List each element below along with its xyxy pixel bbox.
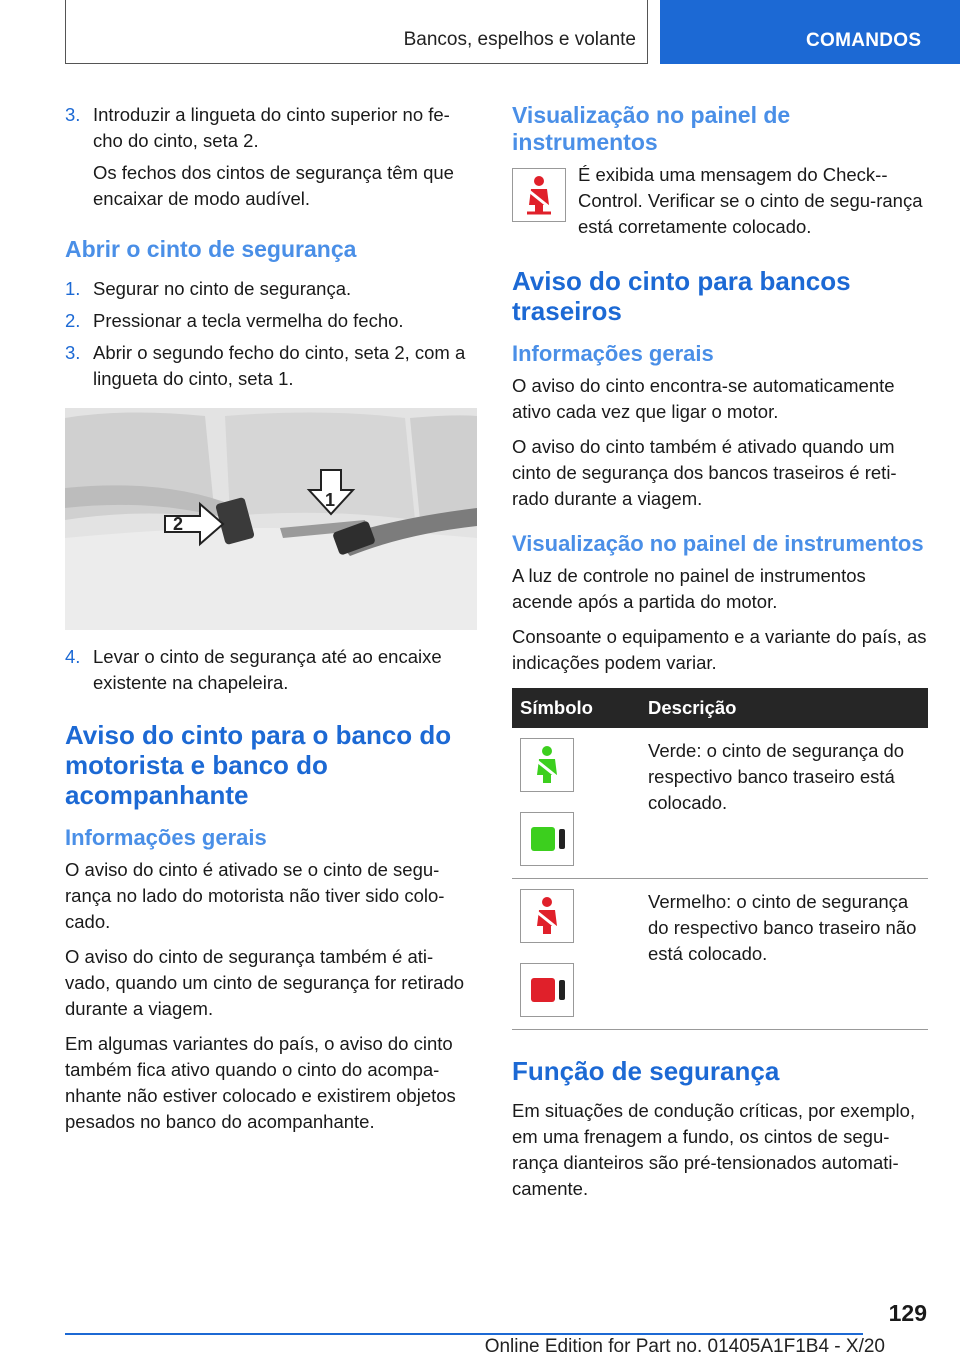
- display-heading: Visualização no painel de instrumentos: [512, 102, 791, 155]
- rear-warning-heading: Aviso do cinto para bancos traseiros: [512, 266, 851, 326]
- buckle-note: Os fechos dos cintos de segurança têm que encaixar de modo audível.: [93, 162, 454, 209]
- driver-para-3: Em algumas variantes do país, o aviso do cinto também fica ativo quando o cinto do acompa-nhante não estiver colocado e existirem objetos pesados no banco do acompanhante.: [65, 1033, 456, 1132]
- step-number: 3.: [65, 104, 81, 125]
- step-number: 4.: [65, 646, 81, 667]
- symbol-table: [512, 688, 928, 1030]
- step-text: Levar o cinto de segurança até ao encaixe existente na chapeleira.: [93, 646, 442, 693]
- driver-warning-heading: Aviso do cinto para o banco do motorista e banco do acompanhante: [65, 720, 452, 810]
- step-text: Segurar no cinto de segurança.: [93, 278, 352, 299]
- step-text: Introduzir a lingueta do cinto superior no fe-cho do cinto, seta 2.: [93, 104, 450, 151]
- step-number: 3.: [65, 342, 81, 363]
- page-number: 129: [888, 1300, 927, 1326]
- symbol-cell: [512, 879, 640, 1030]
- open-belt-heading: Abrir o cinto de segurança: [65, 236, 357, 262]
- check-control-text: É exibida uma mensagem do Check--Control. Verificar se o cinto de segu-rança está corretamente colocado.: [578, 164, 923, 237]
- table-row: [512, 728, 928, 879]
- step-4-stow: [65, 644, 477, 696]
- table-row: [512, 879, 928, 1030]
- right-column: [512, 102, 928, 1211]
- rear-display-heading: Visualização no painel de instrumentos: [512, 531, 924, 556]
- rear-display-para-2: Consoante o equipamento e a variante do país, as indicações podem variar.: [512, 626, 927, 673]
- open-step-3: [65, 340, 477, 392]
- table-header-row: [512, 688, 928, 728]
- open-step-1: [65, 276, 477, 302]
- step-text: Pressionar a tecla vermelha do fecho.: [93, 310, 404, 331]
- header-chapter-tab: COMANDOS: [660, 0, 960, 64]
- open-step-2: [65, 308, 477, 334]
- seatbelt-illustration: [65, 408, 477, 630]
- seatbelt-red-icon: [520, 889, 574, 943]
- symbol-cell: [512, 728, 640, 879]
- col-symbol-header: Símbolo: [512, 688, 640, 728]
- description-cell: Verde: o cinto de segurança do respectivo banco traseiro está colocado.: [640, 728, 928, 879]
- seatbelt-green-icon: [520, 738, 574, 792]
- driver-para-2: O aviso do cinto de segurança também é ati-vado, quando um cinto de segurança for retirado durante a viagem.: [65, 946, 465, 1019]
- safety-text: Em situações de condução críticas, por exemplo, em uma frenagem a fundo, os cintos de segu-rança dianteiros são pré-tensionados automati-camente.: [512, 1100, 916, 1199]
- rear-display-para-1: A luz de controle no painel de instrumentos acende após a partida do motor.: [512, 565, 866, 612]
- header-section-title: Bancos, espelhos e volante: [403, 29, 636, 50]
- step-text: Abrir o segundo fecho do cinto, seta 2, com a lingueta do cinto, seta 1.: [93, 342, 466, 389]
- driver-para-1: O aviso do cinto é ativado se o cinto de segu-rança no lado do motorista não tiver sido colo-cado.: [65, 859, 445, 932]
- col-description-header: Descrição: [640, 688, 928, 728]
- driver-info-heading: Informações gerais: [65, 825, 267, 850]
- safety-heading: Função de segurança: [512, 1056, 780, 1086]
- footer-divider: [65, 1333, 863, 1335]
- step-3-insert: [65, 102, 477, 154]
- edition-text: Online Edition for Part no. 01405A1F1B4 - X/20: [484, 1336, 885, 1357]
- description-cell: Vermelho: o cinto de segurança do respectivo banco traseiro não está colocado.: [640, 879, 928, 1030]
- arrow-label-2: 2: [173, 514, 184, 534]
- page-header: [0, 0, 960, 66]
- rear-para-1: O aviso do cinto encontra-se automaticamente ativo cada vez que ligar o motor.: [512, 375, 895, 422]
- rear-seat-red-icon: [520, 963, 574, 1017]
- left-column: [65, 102, 477, 1144]
- seatbelt-red-icon: [512, 168, 566, 222]
- arrow-label-1: 1: [325, 490, 336, 510]
- rear-info-heading: Informações gerais: [512, 341, 714, 366]
- step-number: 2.: [65, 310, 81, 331]
- rear-seat-green-icon: [520, 812, 574, 866]
- check-control-row: [512, 162, 928, 240]
- rear-para-2: O aviso do cinto também é ativado quando um cinto de segurança dos bancos traseiros é reti-rado durante a viagem.: [512, 436, 897, 509]
- step-number: 1.: [65, 278, 81, 299]
